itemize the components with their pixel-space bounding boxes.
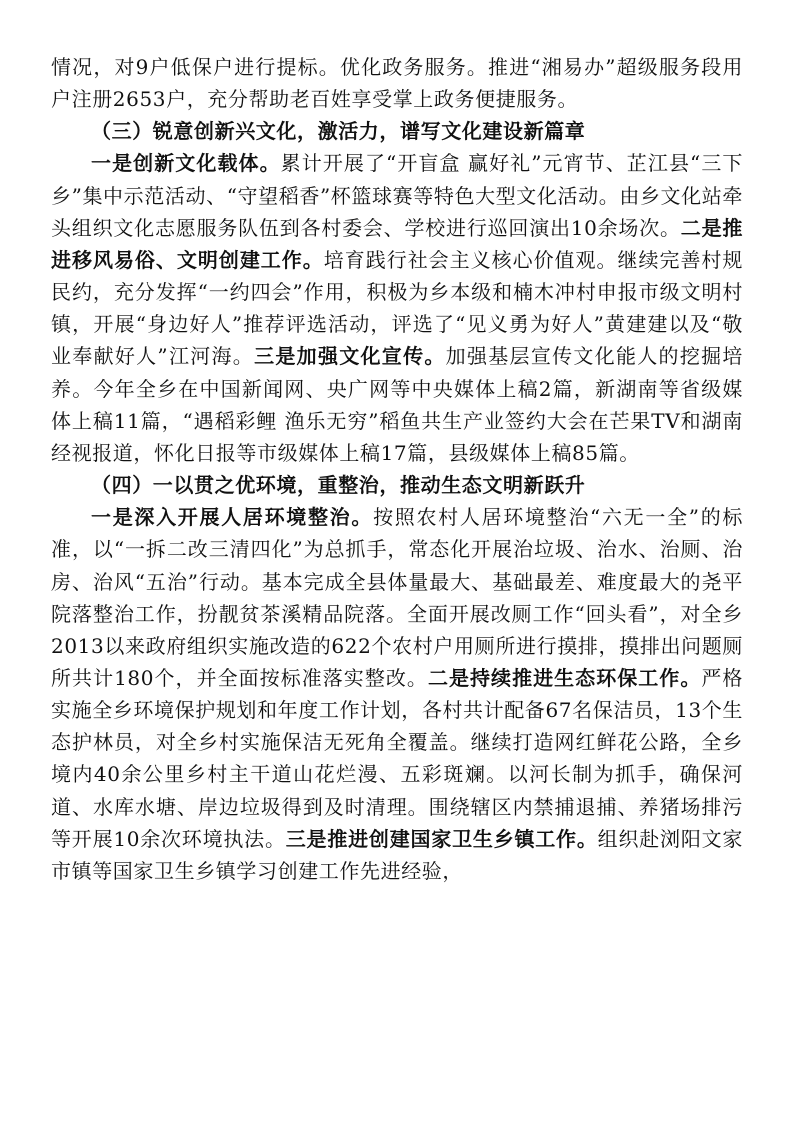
lead-phrase: 一是创新文化载体。 [91, 151, 281, 176]
section-heading-4: （四）一以贯之优环境，重整治，推动生态文明新跃升 [91, 473, 586, 498]
lead-phrase: 三是推进创建国家卫生乡镇工作。 [285, 826, 598, 851]
lead-phrase: 二是持续推进生态环保工作。 [427, 665, 702, 690]
paragraph-environment [51, 501, 743, 887]
document-page [51, 51, 743, 887]
lead-phrase: 二是推进移风易俗、文明创建工作。 [51, 215, 743, 272]
lead-phrase: 三是加强文化宣传。 [254, 344, 446, 369]
paragraph-culture [51, 147, 743, 469]
section-heading-3: （三）锐意创新兴文化，激活力，谱写文化建设新篇章 [91, 119, 586, 144]
paragraph-text: 严格实施全乡环境保护规划和年度工作计划，各村共计配备67名保洁员，13个生态护林员，对全乡村实施保洁无死角全覆盖。继续打造网红鲜花公路，全乡境内40余公里乡村主干道山花烂漫、五彩斑斓。以河长制为抓手，确保河道、水库水塘、岸边垃圾得到及时清理。围绕辖区内禁捕退捕、养猪场排污等开展10余次环境执法。 [51, 665, 743, 851]
paragraph-text: 组织赴浏阳文家市镇等国家卫生乡镇学习创建工作先进经验， [51, 826, 744, 883]
paragraph-continued [51, 51, 743, 115]
paragraph-text: 按照农村人居环境整治“六无一全”的标准，以“一拆二改三清四化”为总抓手，常态化开展治垃圾、治水、治厕、治房、治风“五治”行动。基本完成全县体量最大、基础最差、难度最大的尧平院落整治工作，扮靓贫茶溪精品院落。全面开展改厕工作“回头看”，对全乡2013以来政府组织实施改造的622个农村户用厕所进行摸排，摸排出问题厕所共计180个，并全面按标准落实整改。 [51, 505, 743, 690]
paragraph-text: 情况，对9户低保户进行提标。优化政务服务。推进“湘易办”超级服务段用户注册2653户，充分帮助老百姓享受掌上政务便捷服务。 [51, 55, 743, 112]
paragraph-text: 累计开展了“开盲盒 赢好礼”元宵节、芷江县“三下乡”集中示范活动、“守望稻香”杯篮球赛等特色大型文化活动。由乡文化站牵头组织文化志愿服务队伍到各村委会、学校进行巡回演出10余场次。 [51, 151, 743, 240]
paragraph-text: 加强基层宣传文化能人的挖掘培养。今年全乡在中国新闻网、央广网等中央媒体上稿2篇，新湖南等省级媒体上稿11篇，“遇稻彩鲤 渔乐无穷”稻鱼共生产业签约大会在芒果TV和湖南经视报道，怀化日报等市级媒体上稿17篇，县级媒体上稿85篇。 [51, 344, 743, 465]
paragraph-text: 培育践行社会主义核心价值观。继续完善村规民约，充分发挥“一约四会”作用，积极为乡本级和楠木冲村申报市级文明村镇，开展“身边好人”推荐评选活动，评选了“见义勇为好人”黄建建以及“敬业奉献好人”江河海。 [51, 247, 744, 369]
lead-phrase: 一是深入开展人居环境整治。 [91, 505, 374, 530]
